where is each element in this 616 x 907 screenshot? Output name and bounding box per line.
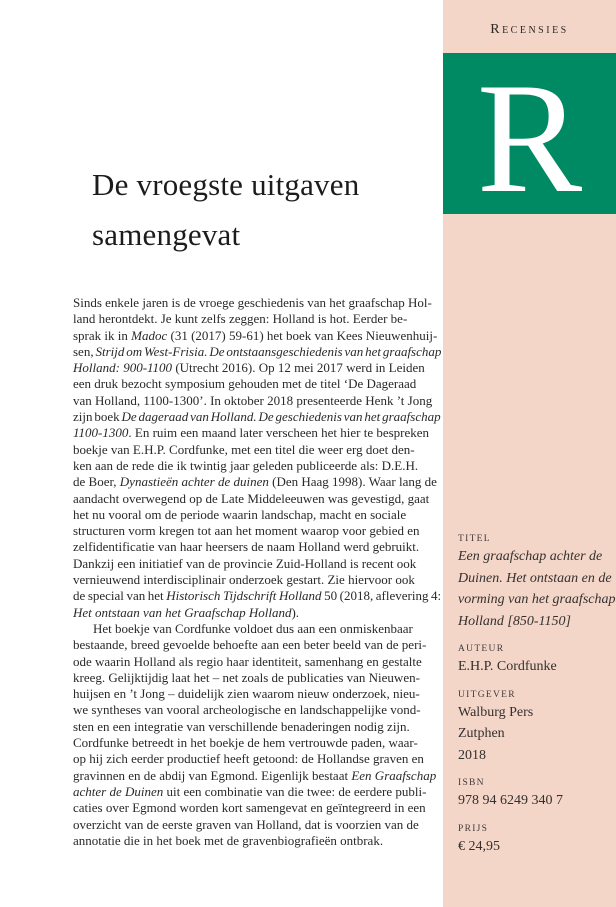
italic-text-run: Historisch Tijdschrift Holland [166,588,322,604]
text-line [73,507,441,523]
text-line [73,393,441,409]
metadata-label: PRIJS [458,823,489,834]
metadata-value: Duinen. Het ontstaan en de [458,570,612,586]
metadata-field [458,824,610,858]
text-line [73,686,441,702]
section-initial-letter: R [476,53,583,214]
text-run: Het boekje van Cordfunke voldoet dus aan een onmiskenbaar [93,620,413,636]
text-run: Dankzij een initiatief van de provincie Zuid-Holland is recent ook [73,555,417,571]
text-run: kreeg. Gelijktijdig laat het – net zoals de publicaties van Nieuwen- [73,669,420,685]
text-run: annotatie die in het boek met de gravenbiografieën ontbrak. [73,832,384,848]
text-line [73,344,441,360]
text-run: de special van het [73,588,167,604]
metadata-label: ISBN [458,778,485,788]
section-label: Recensies [490,22,569,37]
text-run: zelfidentificatie van haar heersers de naam Holland werd gebruikt. [73,539,420,555]
text-line [73,735,441,751]
text-run: sprak ik in [73,327,132,343]
text-line [73,800,441,816]
text-run: huijsen en ’t Jong – duidelijk zien waarom nieuw onderzoek, nieu- [73,686,420,702]
italic-text-run: Dynastieën achter de duinen [119,474,269,490]
italic-text-run: Het ontstaan van het Graafschap Holland [73,604,292,620]
paragraph [73,621,441,849]
metadata-value: Holland [850-1150] [458,613,571,629]
text-run: caties over Egmond worden kort samengevat en geïntegreerd in een [73,800,426,816]
text-line [73,425,441,441]
text-run: gravinnen en de abdij van Egmond. Eigenlijk bestaat [73,767,352,783]
text-line [73,523,441,539]
metadata-value: E.H.P. Cordfunke [458,659,557,674]
metadata-label: TITEL [458,534,491,544]
text-line [73,458,441,474]
text-line [73,311,441,327]
text-run: sen, [73,343,96,359]
article-body [73,295,441,849]
text-run: sten en een integratie van verschillende benaderingen nodig zijn. [73,718,410,734]
text-line [73,817,441,833]
text-line [73,491,441,507]
section-initial-box [443,53,616,214]
text-line [73,670,441,686]
text-line [73,702,441,718]
text-line [73,360,441,376]
text-run: 50 (2018, aflevering 4: [321,588,442,604]
text-line [73,719,441,735]
text-line [73,621,441,637]
italic-text-run: De dageraad van Holland. De geschiedenis van het graafschap [121,409,441,425]
article-title-line-2: samengevat [92,217,241,252]
text-run: boekje van E.H.P. Cordfunke, met een titel die weer erg doet den- [73,441,415,457]
text-run: aandacht overwegend op de Late Middeleeuwen was gevestigd, gaat [73,490,430,506]
text-line [73,833,441,849]
text-run: een druk bezocht symposium gehouden met de titel ‘De Dageraad [73,376,417,392]
italic-text-run: Holland: 900-1100 [73,360,173,376]
metadata-value: vorming van het graafschap [458,592,616,607]
text-run: we syntheses van vooral archeologische en landschappelijke vond- [73,702,421,718]
text-line [73,328,441,344]
text-line [73,474,441,490]
text-run: structuren vorm kregen tot aan het moment waarop voor gebied en [73,523,420,539]
text-run: vernieuwend interdisciplinair onderzoek gestart. Zie hiervoor ook [73,572,415,588]
text-run: (31 (2017) 59-61) het boek van Kees Nieuwenhuij- [167,327,438,343]
metadata-label: AUTEUR [458,644,505,654]
metadata-value: Zutphen [458,726,505,741]
italic-text-run: 1100-1300 [73,425,129,441]
text-line [73,654,441,670]
text-line [73,784,441,800]
metadata-field [458,690,610,767]
italic-text-run: achter de Duinen [73,783,164,799]
text-run: . En ruim een maand later verscheen het hier te bespreken [128,425,430,441]
text-run: Sinds enkele jaren is de vroege geschiedenis van het graafschap Hol- [73,295,432,310]
text-line [73,572,441,588]
text-run: van Holland, 1100-1300’. In oktober 2018 presenteerde Henk ’t Jong [73,392,433,408]
text-line [73,376,441,392]
text-run: Cordfunke betreedt in het boekje de hem vertrouwde paden, waar- [73,735,418,751]
text-run: uit een combinatie van die twee: de eerdere publi- [163,783,427,799]
text-run: overzicht van de eerste graven van Holland, dat is voorzien van de [73,816,419,832]
metadata-list [458,534,616,869]
text-run: zijn boek [73,409,122,425]
metadata-label: UITGEVER [458,689,516,700]
text-line [73,768,441,784]
text-line [73,751,441,767]
metadata-value: 2018 [458,747,486,763]
text-run: land herontdekt. Je kunt zelfs zeggen: Holland is hot. Eerder be- [73,311,408,327]
metadata-value: Een graafschap achter de [458,549,603,564]
article-title [92,160,359,260]
text-run: ode waarin Holland als regio haar identiteit, samenhang en gestalte [73,653,422,669]
text-run: ). [291,604,300,620]
metadata-value: € 24,95 [458,838,500,854]
text-run: (Den Haag 1998). Waar lang de [268,474,437,490]
italic-text-run: Strijd om West-Frisia. De ontstaansgeschiedenis van het graafschap [95,343,442,359]
text-run: (Utrecht 2016). Op 12 mei 2017 werd in Leiden [172,360,425,376]
text-line [73,637,441,653]
text-line [73,409,441,425]
italic-text-run: Madoc [131,327,168,343]
text-line [73,605,441,621]
paragraph [73,295,441,621]
text-run: de Boer, [73,474,120,490]
article-title-line-1: De vroegste uitgaven [92,167,360,202]
metadata-value: 978 94 6249 340 7 [458,793,563,808]
text-line [73,295,441,311]
text-run: bestaande, breed gevoelde behoefte aan een beter beeld van de peri- [73,637,427,653]
italic-text-run: Een Graafschap [351,767,437,783]
text-line [73,442,441,458]
text-line [73,588,441,604]
text-run: het nu vooral om de periode waarin landschap, macht en sociale [73,506,407,522]
metadata-field [458,644,610,678]
sidebar [443,0,616,907]
metadata-field [458,778,610,812]
text-line [73,539,441,555]
text-run: op hij zich eerder productief heeft getoond: de Hollandse graven en [73,751,424,767]
metadata-value: Walburg Pers [458,704,534,720]
text-run: ken aan de rede die ik twintig jaar geleden publiceerde als: D.E.H. [73,457,419,473]
metadata-field [458,534,616,632]
text-line [73,556,441,572]
